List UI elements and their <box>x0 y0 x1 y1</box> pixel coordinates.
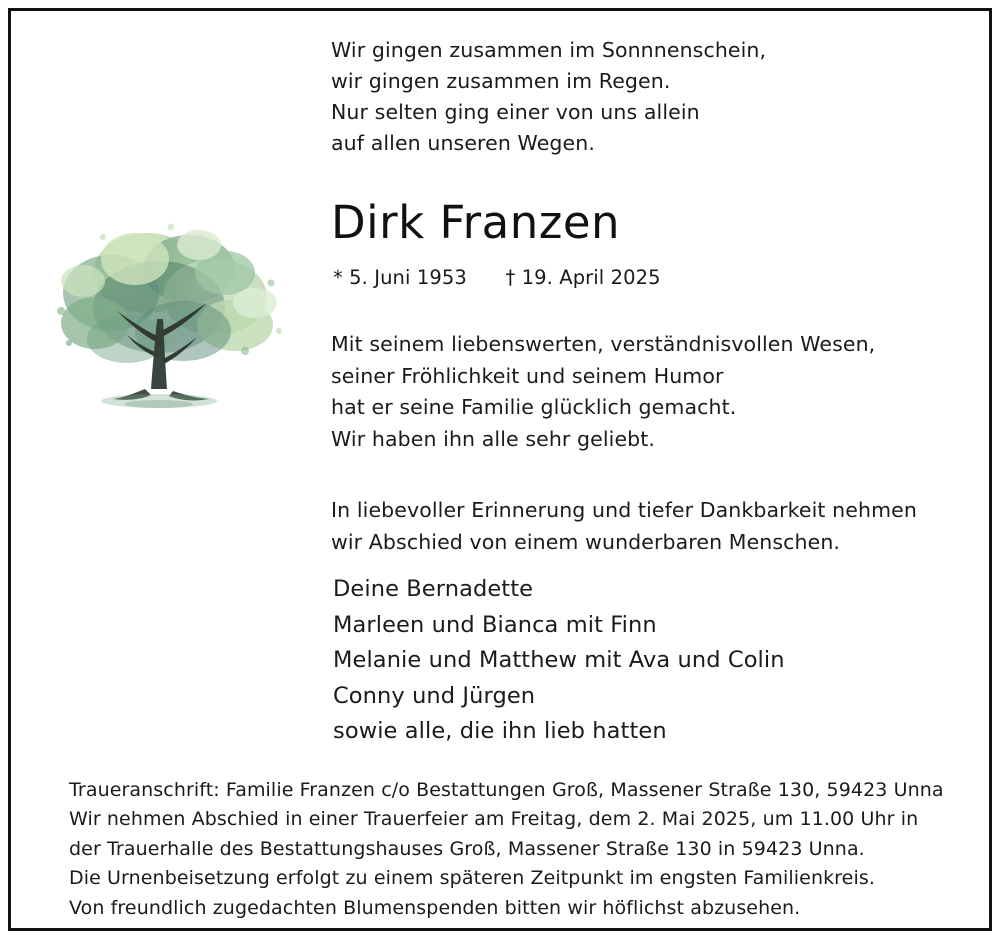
tribute-paragraph-1 <box>331 329 959 455</box>
footer-line: Von freundlich zugedachten Blumenspenden bitten wir höflichst abzusehen. <box>69 896 801 919</box>
death-date: † 19. April 2025 <box>505 266 661 289</box>
footer-line: Traueranschrift: Familie Franzen c/o Bestattungen Groß, Massener Straße 130, 59423 Unna <box>69 778 944 801</box>
family-list <box>333 572 959 750</box>
tribute-line: Wir haben ihn alle sehr geliebt. <box>331 426 656 451</box>
tribute-line: In liebevoller Erinnerung und tiefer Dankbarkeit nehmen <box>331 498 917 522</box>
deceased-name: Dirk Franzen <box>331 196 621 249</box>
poem-line: auf allen unseren Wegen. <box>331 131 595 155</box>
poem-line: wir gingen zusammen im Regen. <box>331 69 671 93</box>
family-line: Deine Bernadette <box>333 576 534 602</box>
family-line: Conny und Jürgen <box>333 682 536 709</box>
family-line: Melanie und Matthew mit Ava und Colin <box>333 647 785 673</box>
tribute-line: hat er seine Familie glücklich gemacht. <box>331 395 737 419</box>
birth-date: * 5. Juni 1953 <box>333 266 467 289</box>
tribute-line: wir Abschied von einem wunderbaren Menschen. <box>331 529 841 554</box>
family-line: Marleen und Bianca mit Finn <box>333 611 657 638</box>
service-details <box>69 776 949 924</box>
poem-line: Wir gingen zusammen im Sonnnenschein, <box>331 38 767 62</box>
card-content <box>11 11 989 928</box>
tribute-line: seiner Fröhlichkeit und seinem Humor <box>331 363 724 388</box>
poem-block <box>331 35 959 159</box>
watercolor-tree-icon <box>39 211 289 446</box>
footer-line: Die Urnenbeisetzung erfolgt zu einem späteren Zeitpunkt im engsten Familienkreis. <box>69 867 875 889</box>
tribute-line: Mit seinem liebenswerten, verständnisvollen Wesen, <box>331 332 876 356</box>
tribute-paragraph-2 <box>331 495 959 558</box>
poem-line: Nur selten ging einer von uns allein <box>331 100 700 124</box>
footer-line: der Trauerhalle des Bestattungshauses Groß, Massener Straße 130 in 59423 Unna. <box>69 837 865 860</box>
card-border <box>8 8 992 931</box>
family-line: sowie alle, die ihn lieb hatten <box>333 718 667 744</box>
life-dates <box>333 266 959 289</box>
footer-line: Wir nehmen Abschied in einer Trauerfeier am Freitag, dem 2. Mai 2025, um 11.00 Uhr in <box>69 808 919 830</box>
